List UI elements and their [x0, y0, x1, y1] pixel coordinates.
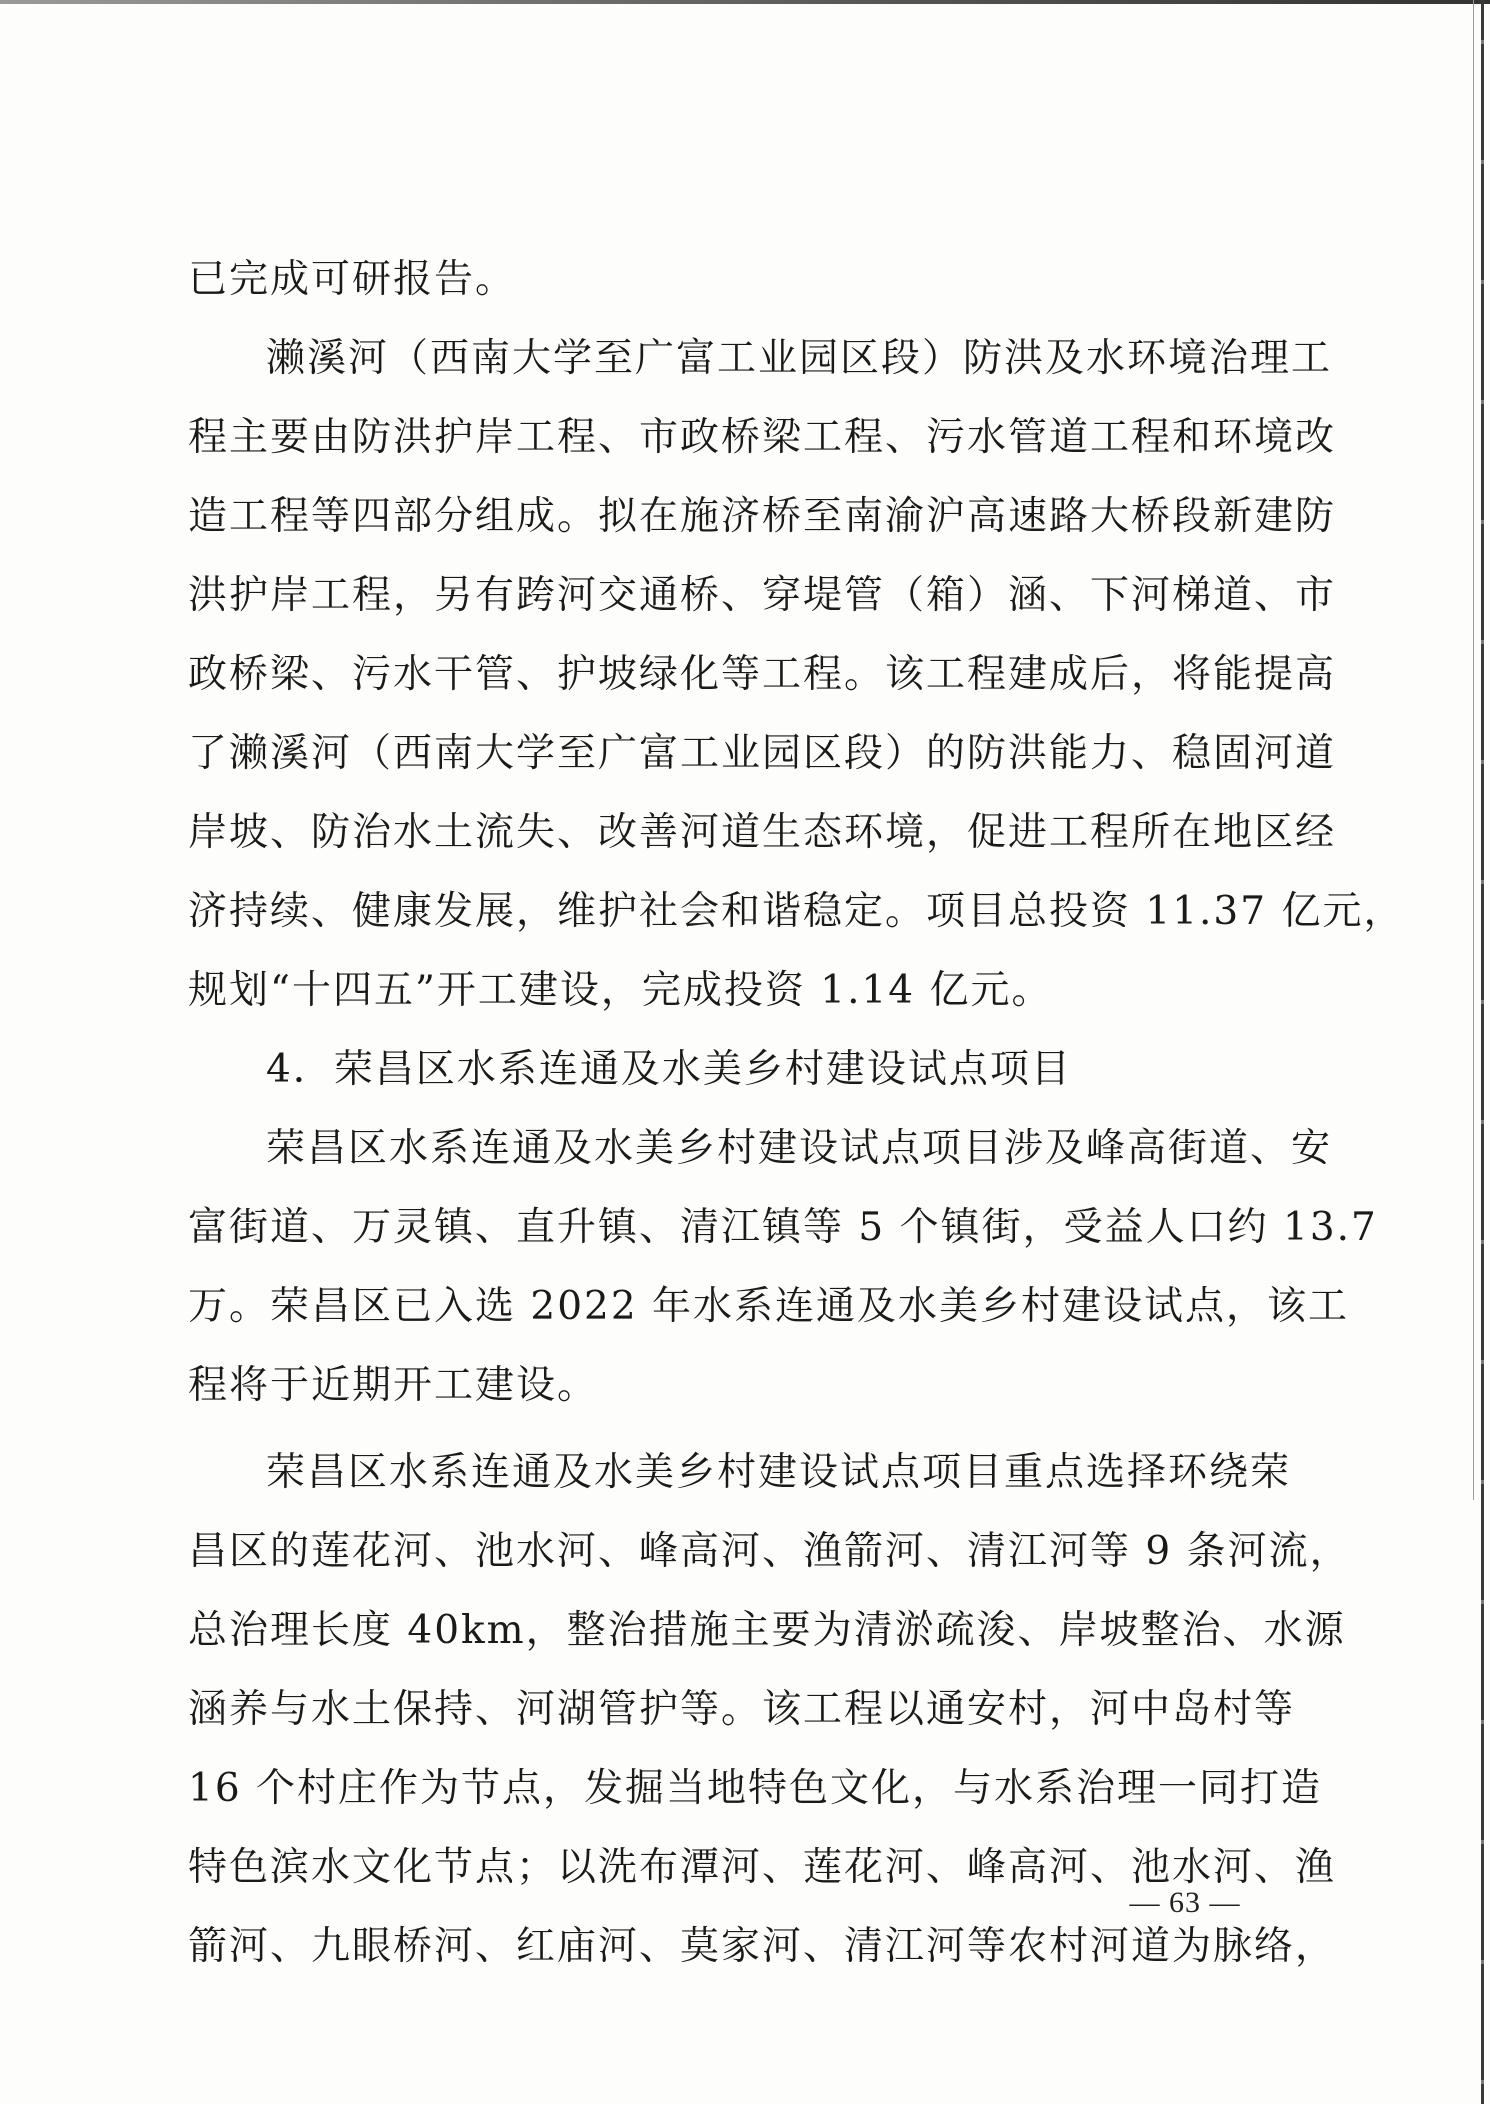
text-line: 濑溪河（西南大学至广富工业园区段）防洪及水环境治理工	[266, 336, 1333, 381]
section-heading: 4．荣昌区水系连通及水美乡村建设试点项目	[266, 1047, 1072, 1092]
text-line: 特色滨水文化节点；以洗布潭河、莲花河、峰高河、池水河、渔	[188, 1845, 1337, 1890]
text-line: 程主要由防洪护岸工程、市政桥梁工程、污水管道工程和环境改	[188, 415, 1337, 460]
text-line: 涵养与水土保持、河湖管护等。该工程以通安村，河中岛村等	[188, 1687, 1296, 1732]
text-line: 造工程等四部分组成。拟在施济桥至南渝沪高速路大桥段新建防	[188, 494, 1337, 539]
text-line: 规划“十四五”开工建设，完成投资 1.14 亿元。	[188, 968, 1053, 1013]
document-body	[188, 240, 1405, 1986]
text-line: 已完成可研报告。	[188, 257, 517, 302]
text-line: 箭河、九眼桥河、红庙河、莫家河、清江河等农村河道为脉络，	[188, 1924, 1337, 1969]
text-line: 荣昌区水系连通及水美乡村建设试点项目涉及峰高街道、安	[266, 1126, 1333, 1171]
text-line: 总治理长度 40km，整治措施主要为清淤疏浚、岸坡整治、水源	[188, 1608, 1346, 1653]
paragraph-gap	[188, 1425, 1268, 1433]
text-line: 16 个村庄作为节点，发掘当地特色文化，与水系治理一同打造	[188, 1766, 1323, 1811]
text-line: 济持续、健康发展，维护社会和谐稳定。项目总投资 11.37 亿元，	[188, 889, 1405, 934]
text-line: 昌区的莲花河、池水河、峰高河、渔箭河、清江河等 9 条河流，	[188, 1529, 1351, 1574]
scan-top-edge	[0, 0, 1490, 4]
text-line: 万。荣昌区已入选 2022 年水系连通及水美乡村建设试点，该工	[188, 1284, 1350, 1329]
scan-right-edge-line	[1473, 0, 1474, 1500]
text-line: 洪护岸工程，另有跨河交通桥、穿堤管（箱）涵、下河梯道、市	[188, 573, 1337, 618]
scan-right-edge	[1481, 0, 1484, 2104]
text-line: 岸坡、防治水土流失、改善河道生态环境，促进工程所在地区经	[188, 810, 1337, 855]
text-line: 政桥梁、污水干管、护坡绿化等工程。该工程建成后，将能提高	[188, 652, 1337, 697]
text-line: 了濑溪河（西南大学至广富工业园区段）的防洪能力、稳固河道	[188, 731, 1337, 776]
text-line: 荣昌区水系连通及水美乡村建设试点项目重点选择环绕荣	[266, 1450, 1292, 1495]
text-line: 富街道、万灵镇、直升镇、清江镇等 5 个镇街，受益人口约 13.7	[188, 1205, 1378, 1250]
page-number: — 63 —	[1129, 1886, 1241, 1919]
text-line: 程将于近期开工建设。	[188, 1363, 599, 1408]
